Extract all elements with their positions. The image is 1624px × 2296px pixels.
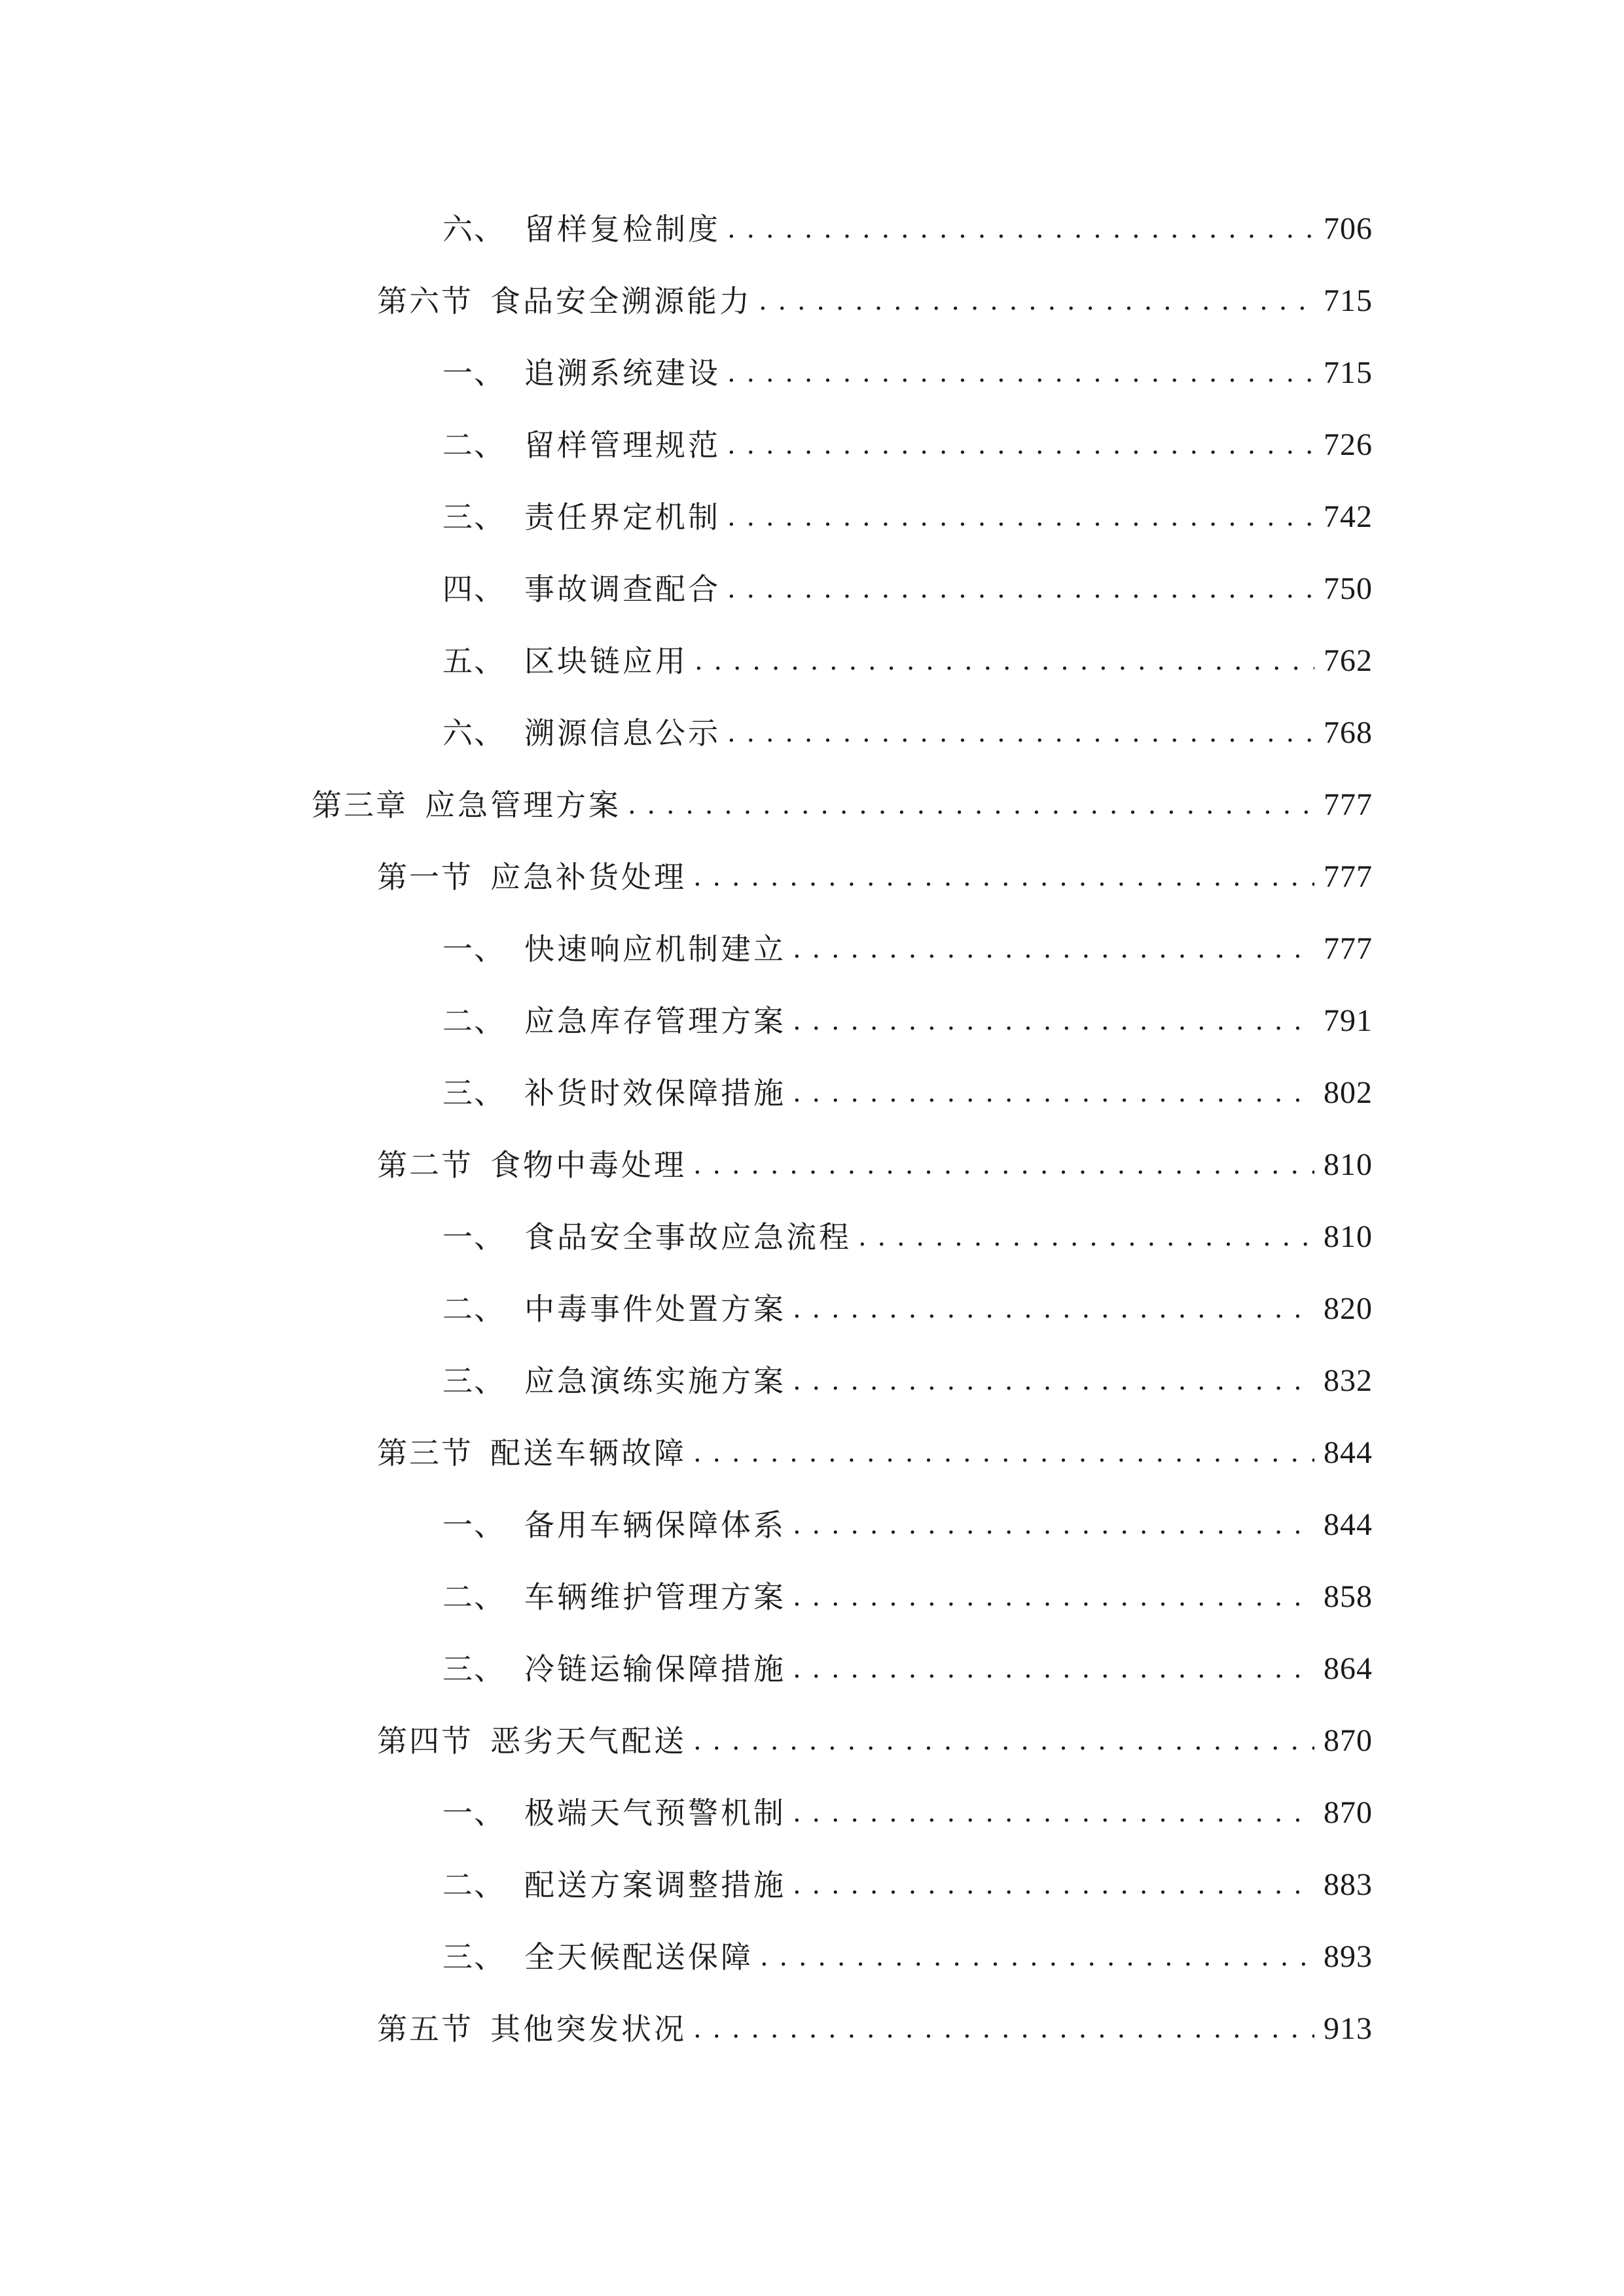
dot-leader (793, 1643, 1314, 1695)
toc-entry-number: 一、 (442, 1795, 505, 1831)
toc-entry[interactable] (442, 1355, 1373, 1407)
toc-entry-title: 冷链运输保障措施 (524, 1651, 786, 1687)
toc-entry-title: 区块链应用 (524, 643, 688, 679)
toc-entry-title: 食物中毒处理 (490, 1147, 687, 1183)
toc-entry[interactable] (442, 1931, 1373, 1983)
toc-entry[interactable] (442, 1571, 1373, 1623)
toc-entry-title: 极端天气预警机制 (524, 1795, 786, 1831)
toc-entry-title: 食品安全事故应急流程 (524, 1219, 852, 1255)
toc-entry[interactable] (442, 707, 1373, 759)
toc-entry-number: 二、 (442, 1579, 505, 1615)
dot-leader (759, 275, 1314, 327)
toc-entry-page: 810 (1324, 1219, 1373, 1254)
toc-entry-number: 一、 (442, 931, 505, 967)
toc-entry-page: 893 (1324, 1939, 1373, 1974)
toc-entry[interactable] (442, 635, 1373, 687)
dot-leader (793, 1859, 1314, 1911)
toc-entry[interactable] (377, 2003, 1373, 2055)
toc-entry-title: 应急管理方案 (425, 787, 621, 823)
toc-entry[interactable] (442, 1211, 1373, 1263)
dot-leader (727, 491, 1314, 543)
toc-entry-title: 恶劣天气配送 (490, 1723, 687, 1759)
toc-entry[interactable] (442, 1283, 1373, 1335)
toc-entry-number: 二、 (442, 1867, 505, 1903)
toc-entry-number: 第一节 (377, 859, 473, 895)
dot-leader (793, 923, 1314, 975)
toc-entry[interactable] (442, 995, 1373, 1047)
dot-leader (693, 1427, 1314, 1479)
toc-entry-title: 责任界定机制 (524, 499, 721, 535)
toc-entry-page: 870 (1324, 1723, 1373, 1758)
toc-entry-number: 第四节 (377, 1723, 473, 1759)
toc-entry-number: 三、 (442, 1651, 505, 1687)
dot-leader (793, 1499, 1314, 1551)
toc-entry-number: 第二节 (377, 1147, 473, 1183)
dot-leader (793, 1355, 1314, 1407)
toc-entry-number: 六、 (442, 715, 505, 751)
toc-entry-page: 742 (1324, 499, 1373, 534)
dot-leader (760, 1931, 1314, 1983)
dot-leader (628, 779, 1314, 831)
toc-entry-page: 715 (1324, 283, 1373, 318)
toc-entry-page: 715 (1324, 355, 1373, 390)
toc-entry-title: 全天候配送保障 (524, 1939, 753, 1975)
toc-entry-title: 其他突发状况 (490, 2011, 687, 2047)
toc-entry-number: 第三章 (312, 787, 408, 823)
toc-entry-title: 中毒事件处置方案 (524, 1291, 786, 1327)
toc-entry-number: 二、 (442, 1291, 505, 1327)
toc-entry-number: 六、 (442, 211, 505, 247)
toc-entry-page: 844 (1324, 1435, 1373, 1470)
toc-entry-number: 三、 (442, 1363, 505, 1399)
toc-entry-title: 留样管理规范 (524, 427, 721, 463)
toc-entry-title: 车辆维护管理方案 (524, 1579, 786, 1615)
toc-entry[interactable] (442, 347, 1373, 399)
toc-entry-number: 第五节 (377, 2011, 473, 2047)
dot-leader (693, 2003, 1314, 2055)
toc-entry[interactable] (442, 203, 1373, 255)
toc-entry-number: 三、 (442, 1075, 505, 1111)
toc-entry-page: 883 (1324, 1867, 1373, 1902)
toc-entry-number: 四、 (442, 571, 505, 607)
toc-entry[interactable] (377, 1715, 1373, 1767)
toc-entry-page: 810 (1324, 1147, 1373, 1182)
dot-leader (693, 1139, 1314, 1191)
toc-entry-page: 844 (1324, 1507, 1373, 1542)
dot-leader (695, 635, 1314, 687)
toc-entry-title: 留样复检制度 (524, 211, 721, 247)
dot-leader (727, 563, 1314, 615)
dot-leader (793, 1787, 1314, 1839)
toc-entry-number: 三、 (442, 499, 505, 535)
dot-leader (693, 851, 1314, 903)
toc-entry-number: 第六节 (377, 283, 473, 319)
toc-entry-page: 832 (1324, 1363, 1373, 1398)
toc-entry[interactable] (377, 1139, 1373, 1191)
dot-leader (727, 347, 1314, 399)
toc-entry-page: 913 (1324, 2011, 1373, 2046)
dot-leader (727, 419, 1314, 471)
toc-entry-title: 应急补货处理 (490, 859, 687, 895)
toc-entry[interactable] (442, 923, 1373, 975)
toc-entry-page: 858 (1324, 1579, 1373, 1614)
toc-entry-title: 应急演练实施方案 (524, 1363, 786, 1399)
toc-entry[interactable] (442, 1499, 1373, 1551)
toc-entry[interactable] (442, 491, 1373, 543)
toc-entry-title: 配送车辆故障 (490, 1435, 687, 1471)
toc-entry-page: 777 (1324, 787, 1373, 822)
dot-leader (793, 995, 1314, 1047)
toc-entry-page: 864 (1324, 1651, 1373, 1686)
toc-entry-page: 706 (1324, 211, 1373, 246)
toc-entry-page: 777 (1324, 931, 1373, 966)
toc-entry-page: 762 (1324, 643, 1373, 678)
toc-entry[interactable] (442, 563, 1373, 615)
toc-entry[interactable] (442, 1067, 1373, 1119)
toc-entry-title: 追溯系统建设 (524, 355, 721, 391)
toc-entry-title: 配送方案调整措施 (524, 1867, 786, 1903)
toc-entry-title: 备用车辆保障体系 (524, 1507, 786, 1543)
toc-entry[interactable] (442, 1643, 1373, 1695)
toc-entry-number: 二、 (442, 427, 505, 463)
toc-entry-page: 777 (1324, 859, 1373, 894)
dot-leader (793, 1571, 1314, 1623)
toc-entry-page: 820 (1324, 1291, 1373, 1326)
toc-entry-page: 870 (1324, 1795, 1373, 1830)
dot-leader (727, 707, 1314, 759)
toc-entry-title: 食品安全溯源能力 (490, 283, 752, 319)
toc-entry-title: 补货时效保障措施 (524, 1075, 786, 1111)
toc-entry[interactable] (377, 851, 1373, 903)
toc-entry[interactable] (377, 275, 1373, 327)
toc-entry-page: 768 (1324, 715, 1373, 750)
toc-entry-number: 一、 (442, 1507, 505, 1543)
toc-entry[interactable] (442, 1787, 1373, 1839)
dot-leader (858, 1211, 1314, 1263)
dot-leader (693, 1715, 1314, 1767)
toc-entry-number: 一、 (442, 355, 505, 391)
toc-entry-number: 三、 (442, 1939, 505, 1975)
toc-entry-title: 溯源信息公示 (524, 715, 721, 751)
toc-entry-number: 五、 (442, 643, 505, 679)
toc-entry[interactable] (442, 1859, 1373, 1911)
toc-entry[interactable] (377, 1427, 1373, 1479)
toc-entry-title: 快速响应机制建立 (524, 931, 786, 967)
toc-entry-title: 事故调查配合 (524, 571, 721, 607)
toc-entry-page: 802 (1324, 1075, 1373, 1110)
dot-leader (793, 1067, 1314, 1119)
toc-entry[interactable] (442, 419, 1373, 471)
toc-entry[interactable] (312, 779, 1373, 831)
dot-leader (727, 203, 1314, 255)
toc-entry-number: 第三节 (377, 1435, 473, 1471)
toc-entry-page: 726 (1324, 427, 1373, 462)
dot-leader (793, 1283, 1314, 1335)
toc-entry-number: 二、 (442, 1003, 505, 1039)
toc-entry-page: 750 (1324, 571, 1373, 606)
toc-entry-number: 一、 (442, 1219, 505, 1255)
toc-entry-page: 791 (1324, 1003, 1373, 1038)
toc-entry-title: 应急库存管理方案 (524, 1003, 786, 1039)
